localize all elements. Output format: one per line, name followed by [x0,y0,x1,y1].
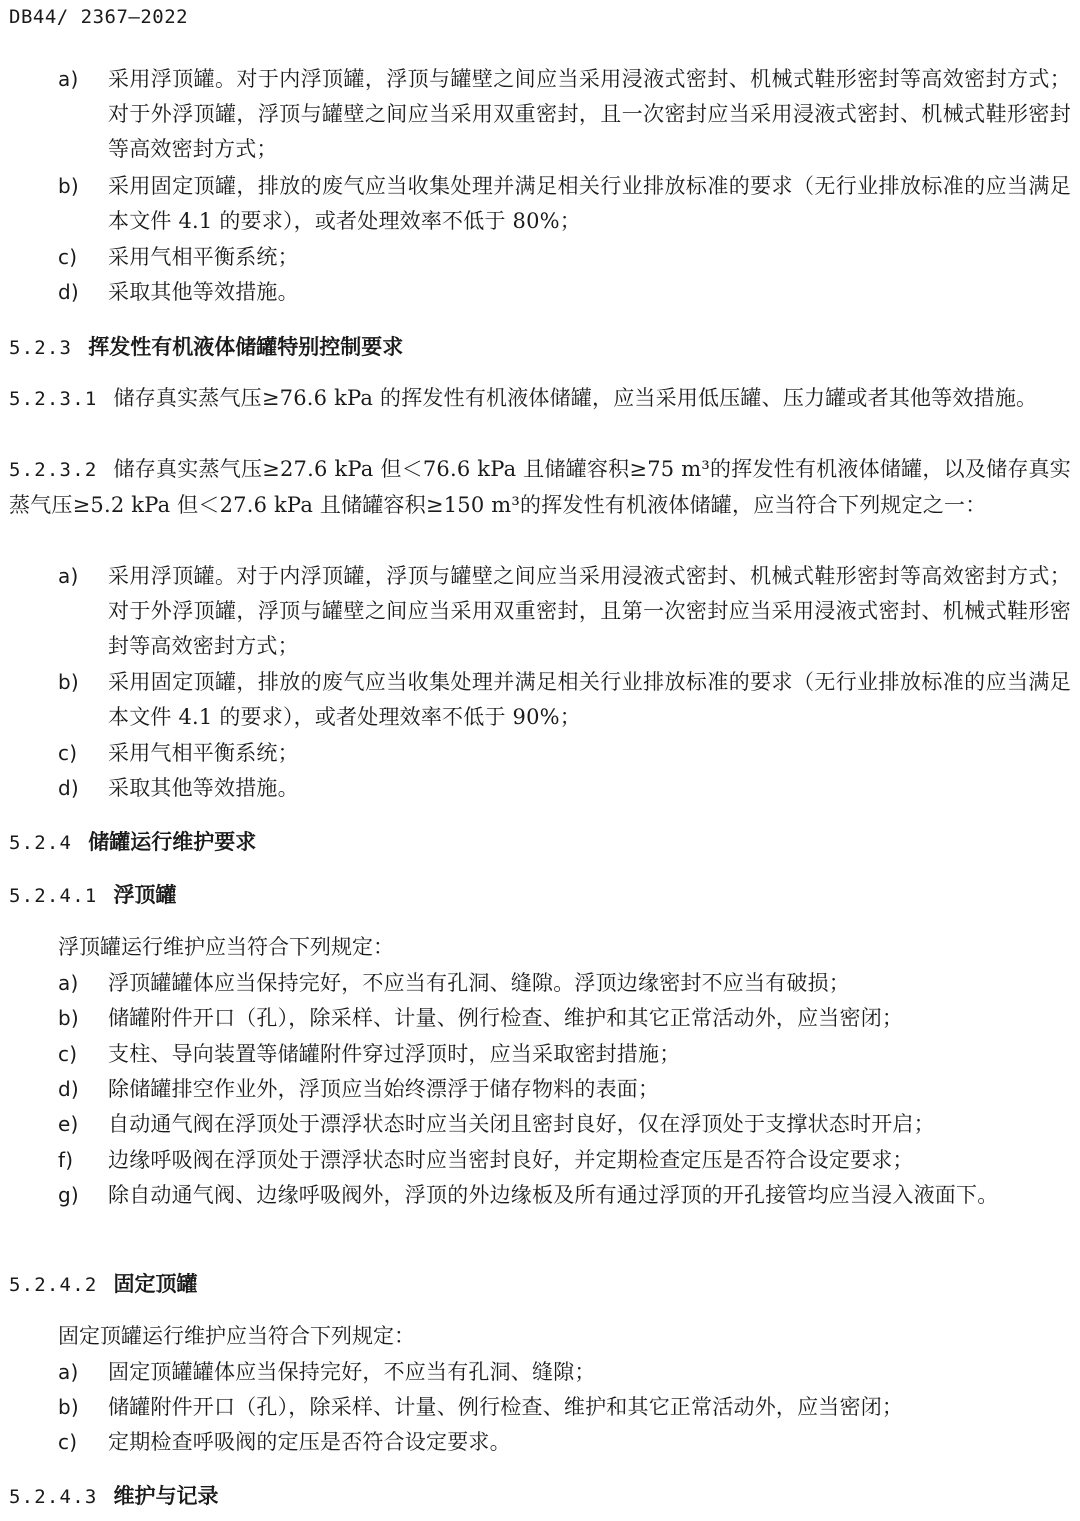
list-marker: d) [58,776,79,800]
list-marker: b) [58,670,79,694]
list-item-text: 浮顶罐罐体应当保持完好，不应当有孔洞、缝隙。浮顶边缘密封不应当有破损； [108,971,850,995]
list-item [58,1072,1071,1107]
section-number: 5.2.3 [9,337,73,359]
section-heading-5-2-4-2 [9,1266,197,1303]
list-marker: b) [58,1395,79,1419]
intro-text: 固定顶罐运行维护应当符合下列规定： [58,1324,415,1348]
list-marker: d) [58,1077,79,1101]
list-item [58,1390,1071,1425]
list-item [58,240,1071,275]
list-item [58,1143,1071,1178]
list-item-text: 采用浮顶罐。对于内浮顶罐，浮顶与罐壁之间应当采用浸液式密封、机械式鞋形密封等高效密封方式；对于外浮顶罐，浮顶与罐壁之间应当采用双重密封，且第一次密封应当采用浸液式密封、机械式鞋形密封等高效密封方式； [108,564,1071,658]
list-item [58,1037,1071,1072]
clause-text: 储存真实蒸气压≥76.6 kPa 的挥发性有机液体储罐，应当采用低压罐、压力罐或者其他等效措施。 [113,386,1038,410]
section-number: 5.2.4.2 [9,1274,98,1296]
clause-number: 5.2.3.2 [9,459,98,481]
list-item-text: 采用固定顶罐，排放的废气应当收集处理并满足相关行业排放标准的要求（无行业排放标准的应当满足本文件 4.1 的要求），或者处理效率不低于 90%； [108,670,1071,729]
list-item-text: 除储罐排空作业外，浮顶应当始终漂浮于储存物料的表面； [108,1077,660,1101]
list-item [58,1001,1071,1036]
list-item [58,1107,1071,1142]
section-number: 5.2.4.1 [9,885,98,907]
list-item-text: 采取其他等效措施。 [108,776,299,800]
section-title: 浮顶罐 [113,883,177,907]
list-item [58,1425,1071,1460]
list-marker: e) [58,1112,79,1136]
section-title: 储罐运行维护要求 [88,830,257,854]
list-item [58,559,1071,664]
section-number: 5.2.4.3 [9,1486,98,1508]
section-title: 维护与记录 [113,1484,219,1508]
list-marker: c) [58,245,78,269]
list-marker: a) [58,971,79,995]
list-item [58,665,1071,735]
list-item-text: 采用气相平衡系统； [108,245,299,269]
clause-number: 5.2.3.1 [9,388,98,410]
list-item [58,1355,1071,1390]
intro-text: 浮顶罐运行维护应当符合下列规定： [58,935,394,959]
list-item [58,771,1071,806]
section-number: 5.2.4 [9,832,73,854]
list-marker: c) [58,741,78,765]
document-id-header: DB44/ 2367—2022 [9,6,189,28]
section-title: 固定顶罐 [113,1272,198,1296]
list-item-text: 储罐附件开口（孔），除采样、计量、例行检查、维护和其它正常活动外，应当密闭； [108,1006,904,1030]
clause-5-2-3-2 [9,452,1071,523]
section-heading-5-2-3 [9,329,403,366]
list-item [58,275,1071,310]
list-item-text: 采用固定顶罐，排放的废气应当收集处理并满足相关行业排放标准的要求（无行业排放标准的应当满足本文件 4.1 的要求），或者处理效率不低于 80%； [108,174,1071,233]
list-item-text: 采用浮顶罐。对于内浮顶罐，浮顶与罐壁之间应当采用浸液式密封、机械式鞋形密封等高效密封方式；对于外浮顶罐，浮顶与罐壁之间应当采用双重密封，且一次密封应当采用浸液式密封、机械式鞋形密封等高效密封方式； [108,67,1071,161]
list-marker: c) [58,1430,78,1454]
list-item [58,62,1071,167]
section-heading-5-2-4-1 [9,877,176,914]
list-item-text: 固定顶罐罐体应当保持完好，不应当有孔洞、缝隙； [108,1360,596,1384]
list-marker: d) [58,280,79,304]
list-marker: a) [58,67,79,91]
list-marker: c) [58,1042,78,1066]
list-item-text: 边缘呼吸阀在浮顶处于漂浮状态时应当密封良好，并定期检查定压是否符合设定要求； [108,1148,914,1172]
list-marker: a) [58,564,79,588]
list-item [58,736,1071,771]
clause-5-2-3-1 [9,381,1071,417]
list-item [58,966,1071,1001]
clause-text: 储存真实蒸气压≥27.6 kPa 但＜76.6 kPa 且储罐容积≥75 m³的挥发性有机液体储罐，以及储存真实蒸气压≥5.2 kPa 但＜27.6 kPa 且储罐容积≥150 m³的挥发性有机液体储罐，应当符合下列规定之一： [9,457,1071,517]
list-item-text: 自动通气阀在浮顶处于漂浮状态时应当关闭且密封良好，仅在浮顶处于支撑状态时开启； [108,1112,935,1136]
list-item-text: 支柱、导向装置等储罐附件穿过浮顶时，应当采取密封措施； [108,1042,681,1066]
section-heading-5-2-4 [9,824,256,861]
list-item-text: 采用气相平衡系统； [108,741,299,765]
list-marker: b) [58,174,79,198]
list-marker: a) [58,1360,79,1384]
list-item [58,1178,1071,1213]
list-marker: b) [58,1006,79,1030]
list-marker: g) [58,1183,79,1207]
section-title: 挥发性有机液体储罐特别控制要求 [88,335,404,359]
list-item-text: 定期检查呼吸阀的定压是否符合设定要求。 [108,1430,511,1454]
section-heading-5-2-4-3 [9,1478,218,1515]
list-item [58,169,1071,239]
list-item-text: 采取其他等效措施。 [108,280,299,304]
list-item-text: 除自动通气阀、边缘呼吸阀外，浮顶的外边缘板及所有通过浮顶的开孔接管均应当浸入液面下。 [108,1183,999,1207]
list-item-text: 储罐附件开口（孔），除采样、计量、例行检查、维护和其它正常活动外，应当密闭； [108,1395,904,1419]
list-marker: f) [58,1148,74,1172]
